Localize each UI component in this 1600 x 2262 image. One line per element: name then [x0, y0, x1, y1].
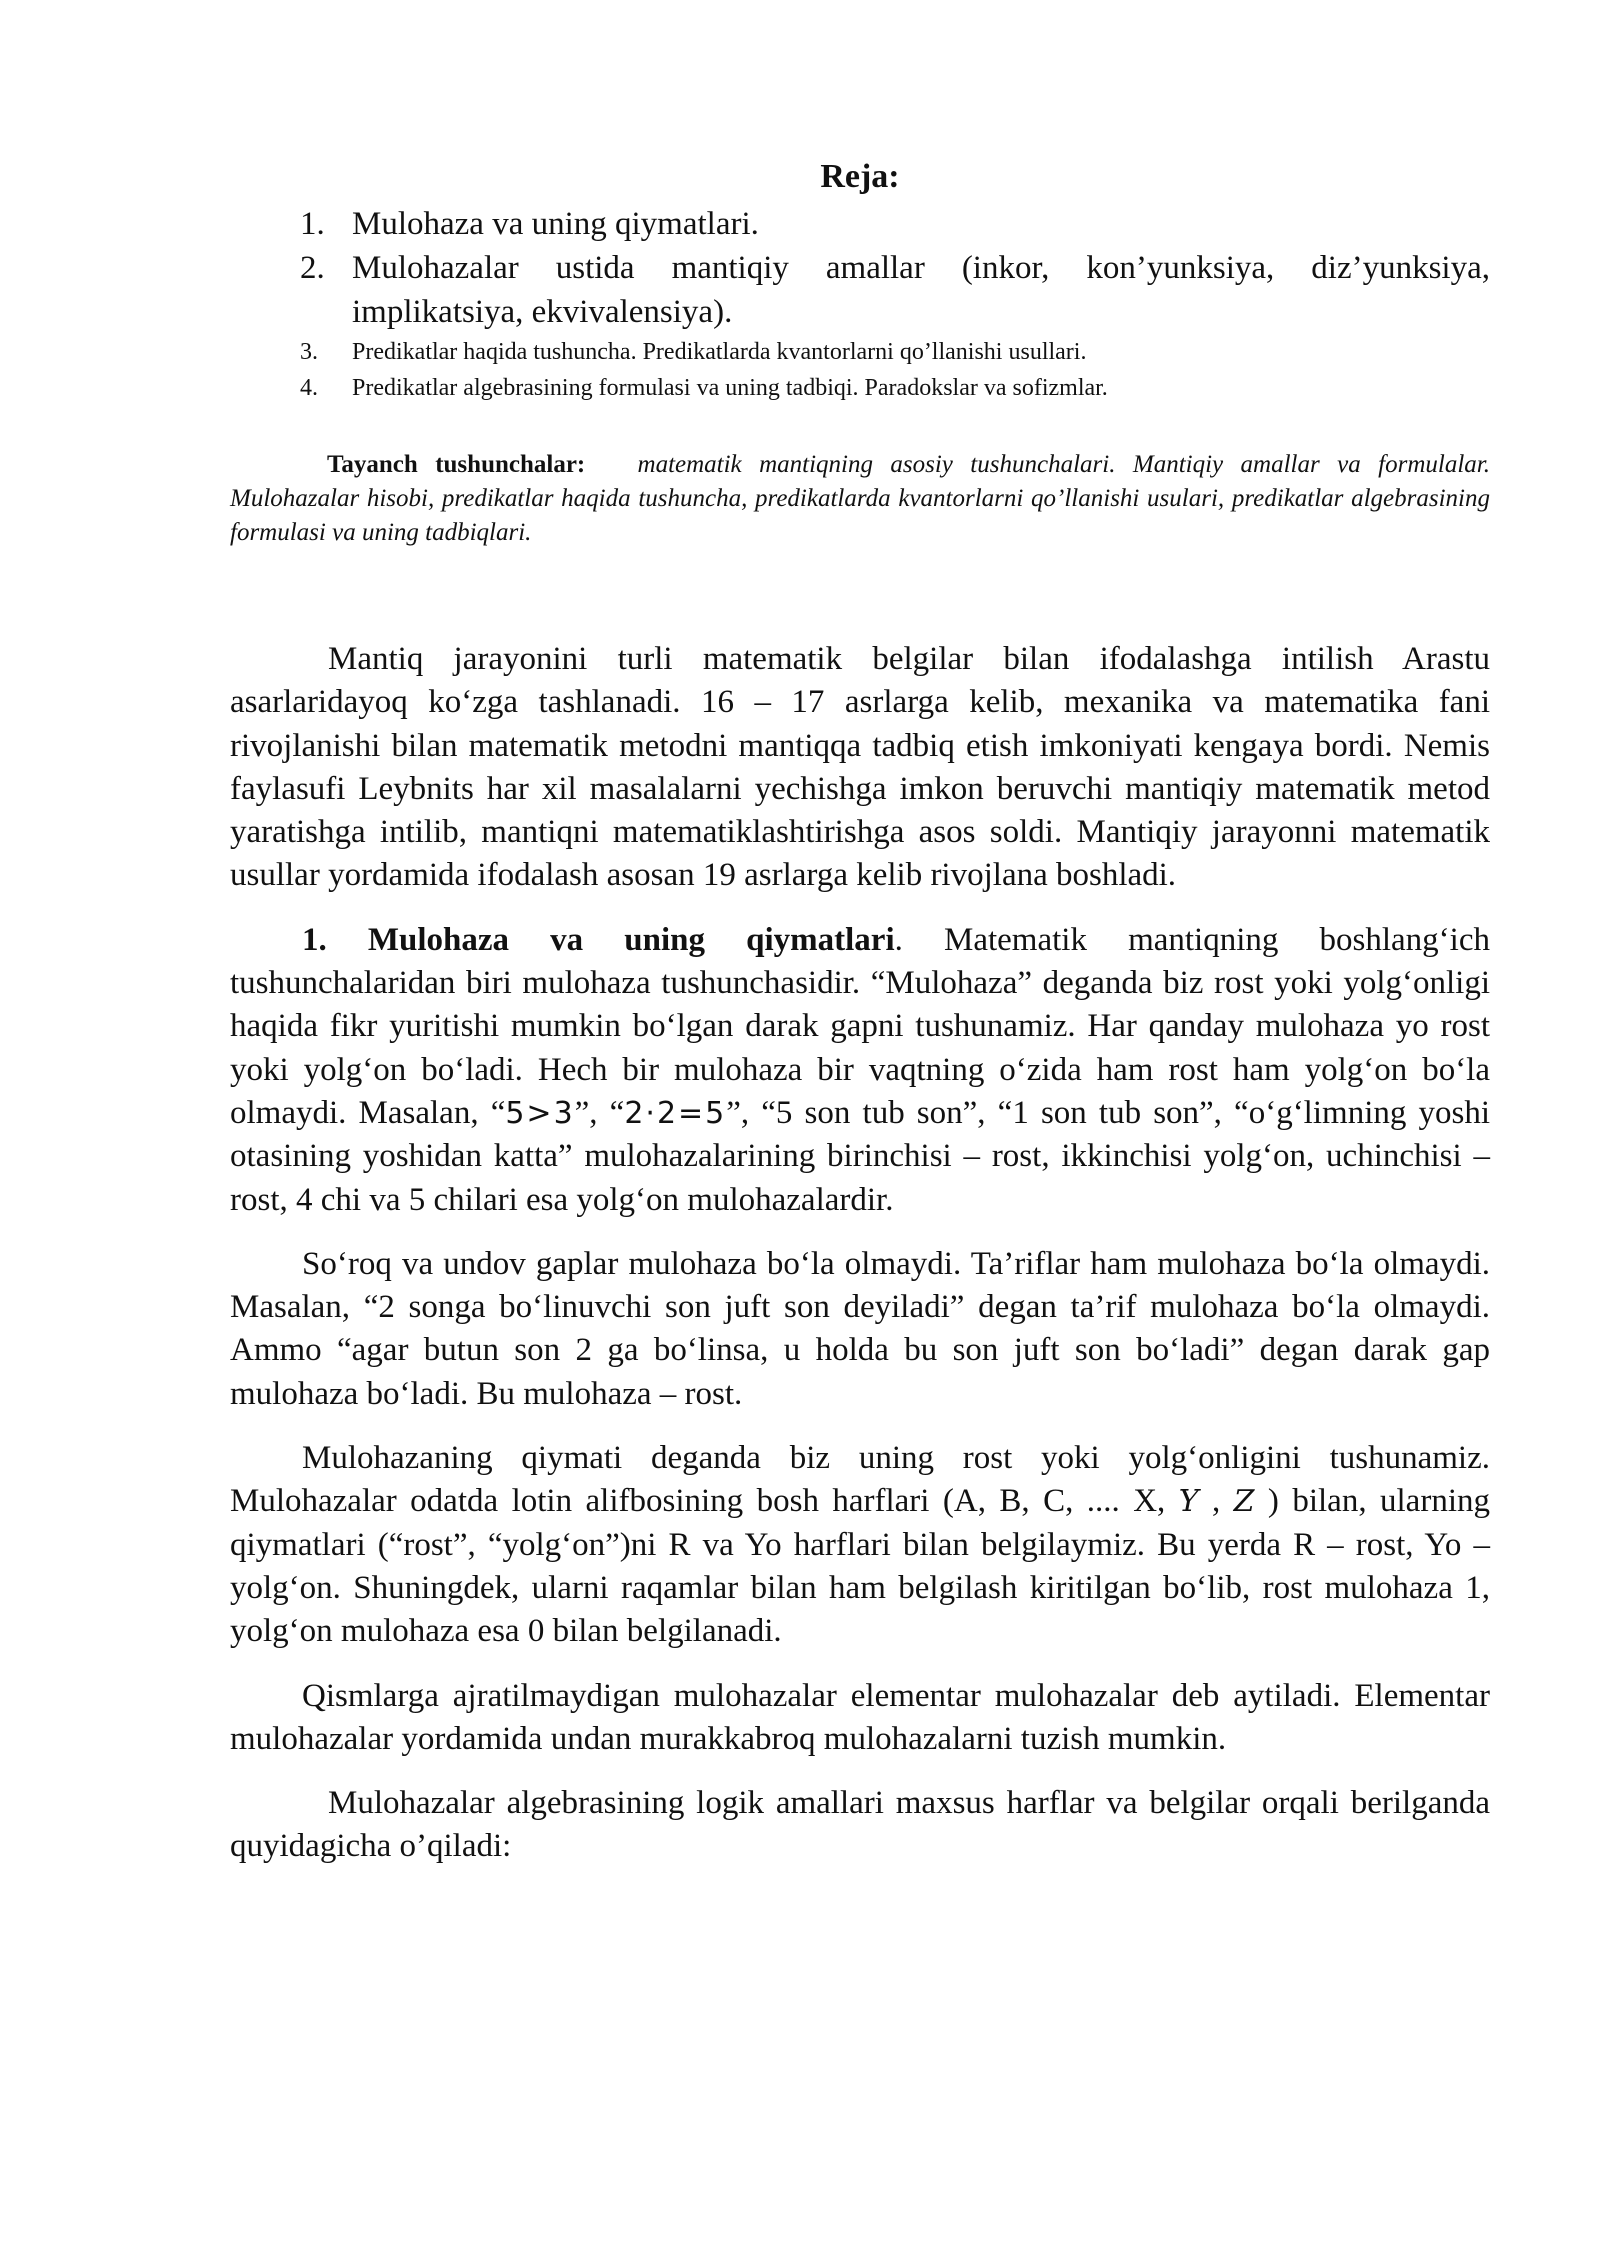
paragraph-elementar: Qismlarga ajratilmaydigan mulohazalar elementar mulohazalar deb aytiladi. Elementar mulohazalar yordamida undan murakkabroq mulohazalarni tuzish mumkin.: [230, 1677, 1490, 1757]
paragraph-text: ,: [1198, 1483, 1234, 1520]
math-variable: Z: [1233, 1484, 1255, 1520]
plan-item-text: Mulohaza va uning qiymatlari.: [352, 206, 759, 242]
paragraph-qiymat: [230, 1437, 1490, 1653]
plan-item-number: 2.: [300, 250, 325, 286]
plan-item-text: Mulohazalar ustida mantiqiy amallar (inkor, kon’yunksiya, diz’yunksiya, implikatsiya, ekvivalensiya).: [352, 250, 1490, 330]
math-expression: 5>3: [505, 1095, 575, 1131]
key-concepts: [230, 448, 1490, 550]
math-expression: 2·2=5: [624, 1095, 727, 1131]
math-variable: Y: [1178, 1484, 1199, 1520]
plan-item-number: 4.: [300, 375, 318, 401]
paragraph-text: . Matematik mantiqning boshlang‘ich tushunchalaridan biri mulohaza tushunchasidir. “Mulohaza” deganda biz rost yoki yolg‘onligi haqida fikr yuritishi mumkin bo‘lgan darak gapni tushunamiz. Har qanday mulohaza yo rost yoki yolg‘on bo‘ladi. Hech bir mulohaza bir vaqtning o‘zida ham rost ham yolg‘on bo‘la olmaydi. Masalan, “: [230, 921, 1490, 1131]
section-heading: 1. Mulohaza va uning qiymatlari: [302, 921, 895, 958]
paragraph-soroq: So‘roq va undov gaplar mulohaza bo‘la olmaydi. Ta’riflar ham mulohaza bo‘la olmaydi. Masalan, “2 songa bo‘linuvchi son juft son deyiladi” degan ta’rif mulohaza bo‘la olmaydi. Ammo “agar butun son 2 ga bo‘linsa, u holda bu son juft son bo‘ladi” degan darak gap mulohaza bo‘ladi. Bu mulohaza – rost.: [230, 1245, 1490, 1412]
plan-item-2: [230, 246, 1490, 334]
plan-title: Reja:: [820, 158, 900, 195]
paragraph-text: Mulohazaning qiymati deganda biz uning rost yoki yolg‘onligini tushunamiz. Mulohazalar odatda lotin alifbosining bosh harflari (A, B, C, .... X,: [230, 1440, 1490, 1520]
paragraph-amallar: Mulohazalar algebrasining logik amallari maxsus harflar va belgilar orqali berilganda quyidagicha o’qiladi:: [230, 1785, 1490, 1865]
plan-item-text: Predikatlar algebrasining formulasi va uning tadbiqi. Paradokslar va sofizmlar.: [352, 375, 1108, 401]
key-concepts-text: matematik mantiqning asosiy tushunchalari. Mantiqiy amallar va formulalar. Mulohazalar hisobi, predikatlar haqida tushuncha, predikatlarda kvantorlarni qo’llanishi usulari, predikatlar algebrasining formulasi va uning tadbiqlari.: [230, 451, 1490, 546]
paragraph-text: ) bilan, ularning qiymatlari (“rost”, “yolg‘on”)ni R va Yo harflari bilan belgilaymiz. Bu yerda R – rost, Yo – yolg‘on. Shuningdek, ularni raqamlar bilan ham belgilash kiritilgan bo‘lib, rost mulohaza 1, yolg‘on mulohaza esa 0 bilan belgilanadi.: [230, 1483, 1490, 1650]
plan-list: [230, 202, 1490, 406]
paragraph-text: ”, “5 son tub son”, “1 son tub son”, “o‘g‘limning yoshi otasining yoshidan katta” mulohazalarining birinchisi – rost, ikkinchisi yolg‘on, uchinchisi – rost, 4 chi va 5 chilari esa yolg‘on mulohazalardir.: [230, 1094, 1490, 1218]
plan-item-4: [230, 370, 1490, 406]
plan-item-number: 1.: [300, 206, 325, 242]
plan-item-3: [230, 334, 1490, 370]
key-concepts-label: Tayanch tushunchalar:: [327, 451, 586, 478]
paragraph-text: ”, “: [574, 1094, 625, 1131]
plan-item-text: Predikatlar haqida tushuncha. Predikatlarda kvantorlarni qo’llanishi usullari.: [352, 339, 1087, 365]
paragraph-mulohaza: [230, 919, 1490, 1222]
plan-item-1: [230, 202, 1490, 246]
paragraph-intro: Mantiq jarayonini turli matematik belgilar bilan ifodalashga intilish Arastu asarlaridayoq ko‘zga tashlanadi. 16 – 17 asrlarga kelib, mexanika va matematika fani rivojlanishi bilan matematik metodni mantiqqa tadbiq etish imkoniyati kengaya bordi. Nemis faylasufi Leybnits har xil masalalarni yechishga imkon beruvchi mantiqiy matematik metod yaratishga intilib, mantiqni matematiklashtirishga asos soldi. Mantiqiy jarayonni matematik usullar yordamida ifodalash asosan 19 asrlarga kelib rivojlana boshladi.: [230, 641, 1490, 894]
main-text: [230, 638, 1490, 1890]
plan-item-number: 3.: [300, 339, 318, 365]
